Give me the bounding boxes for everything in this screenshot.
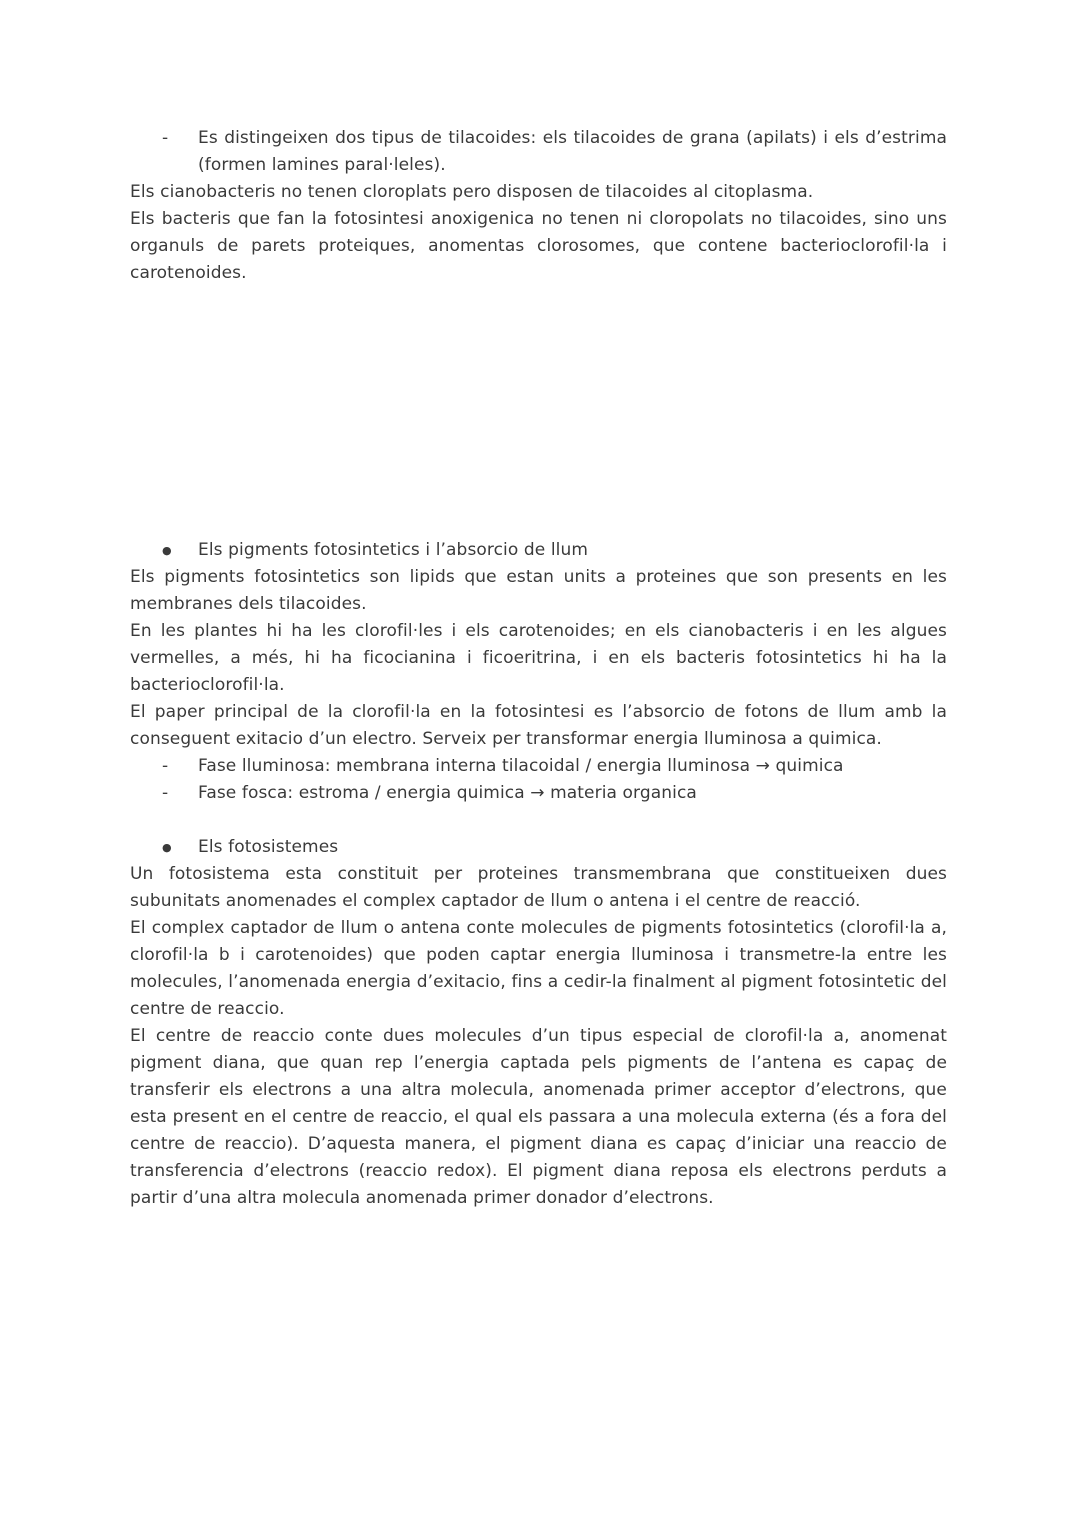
dash-list-item xyxy=(130,780,947,807)
paragraph: El centre de reaccio conte dues molecules d’un tipus especial de clorofil·la a, anomenat pigment diana, que quan rep l’energia captada pels pigments de l’antena es capaç de transferir els electrons a una altra molecula, anomenada primer acceptor d’electrons, que esta present en el centre de reaccio, el qual els passara a una molecula externa (és a fora del centre de reaccio). D’aquesta manera, el pigment diana es capaç d’iniciar una reaccio de transferencia d’electrons (reaccio redox). El pigment diana reposa els electrons perduts a partir d’una altra molecula anomenada primer donador d’electrons. xyxy=(130,1026,947,1208)
bullet-marker: ● xyxy=(162,544,172,557)
list-item-text: Fase lluminosa: membrana interna tilacoidal / energia lluminosa → quimica xyxy=(198,756,844,776)
bullet-marker: ● xyxy=(162,841,172,854)
list-item-text: Fase fosca: estroma / energia quimica → materia organica xyxy=(198,783,697,803)
paragraph: El complex captador de llum o antena conte molecules de pigments fotosintetics (clorofil·la a, clorofil·la b i carotenoides) que poden captar energia lluminosa i transmetre-la entre les molecules, l’anomenada energia d’exitacio, fins a cedir-la finalment al pigment fotosintetic del centre de reaccio. xyxy=(130,918,947,1019)
dash-list-item xyxy=(130,125,947,179)
paragraph: Els pigments fotosintetics son lipids que estan units a proteines que son presents en les membranes dels tilacoides. xyxy=(130,567,947,614)
paragraph: Un fotosistema esta constituit per proteines transmembrana que constitueixen dues subunitats anomenades el complex captador de llum o antena i el centre de reacció. xyxy=(130,864,947,911)
paragraph: Els bacteris que fan la fotosintesi anoxigenica no tenen ni cloropolats no tilacoides, sino uns organuls de parets proteiques, anomentas clorosomes, que contene bacterioclorofil·la i carotenoides. xyxy=(130,209,947,283)
dash-marker: - xyxy=(162,128,169,148)
paragraph: Els cianobacteris no tenen cloroplats pero disposen de tilacoides al citoplasma. xyxy=(130,182,814,202)
paragraph: El paper principal de la clorofil·la en la fotosintesi es l’absorcio de fotons de llum amb la conseguent exitacio d’un electro. Serveix per transformar energia lluminosa a quimica. xyxy=(130,702,947,749)
section-heading-pigments xyxy=(130,537,947,564)
paragraph: En les plantes hi ha les clorofil·les i els carotenoides; en els cianobacteris i en les algues vermelles, a més, hi ha ficocianina i ficoeritrina, i en els bacteris fotosintetics hi ha la bacterioclorofil·la. xyxy=(130,621,947,695)
dash-marker: - xyxy=(162,783,169,803)
blank-image-gap xyxy=(130,287,947,537)
dash-marker: - xyxy=(162,756,169,776)
section-heading-label: Els fotosistemes xyxy=(198,837,339,857)
section-heading-fotosistemes xyxy=(130,834,947,861)
section-heading-label: Els pigments fotosintetics i l’absorcio de llum xyxy=(198,540,589,560)
list-item-text: Es distingeixen dos tipus de tilacoides: els tilacoides de grana (apilats) i els d’estrima (formen lamines paral·leles). xyxy=(198,128,947,175)
dash-list-item xyxy=(130,753,947,780)
